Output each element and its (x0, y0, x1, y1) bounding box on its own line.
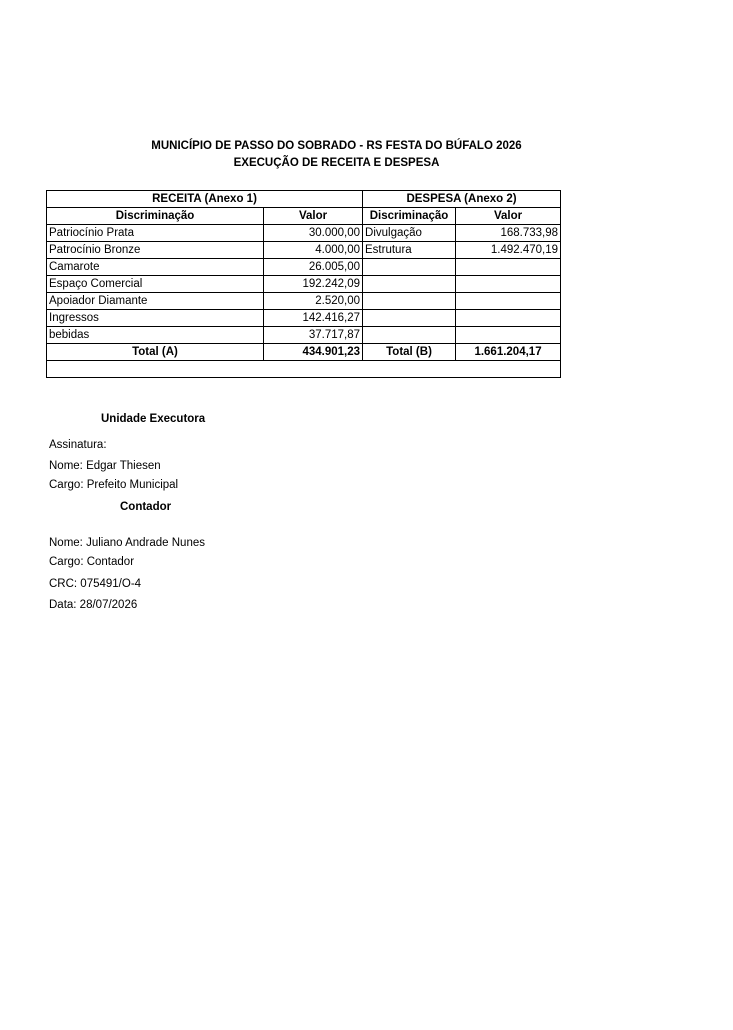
contador-heading: Contador (120, 501, 172, 513)
receita-item: Patrocínio Bronze (47, 242, 264, 259)
receita-item: Camarote (47, 259, 264, 276)
despesa-item (363, 327, 456, 344)
totals-row (47, 344, 561, 361)
receita-value: 30.000,00 (264, 225, 363, 242)
despesa-value (456, 327, 561, 344)
despesa-value (456, 293, 561, 310)
total-b-value: 1.661.204,17 (456, 344, 561, 361)
receita-item: Patriocínio Prata (47, 225, 264, 242)
column-header-row (47, 208, 561, 225)
report-title: MUNICÍPIO DE PASSO DO SOBRADO - RS FESTA DO BÚFALO 2026 (151, 140, 522, 152)
receita-value: 2.520,00 (264, 293, 363, 310)
total-a-label: Total (A) (47, 344, 264, 361)
col-header-receita-valor: Valor (264, 208, 363, 225)
despesa-item (363, 259, 456, 276)
despesa-item: Estrutura (363, 242, 456, 259)
execution-table (46, 190, 561, 378)
table-row (47, 293, 561, 310)
despesa-value: 168.733,98 (456, 225, 561, 242)
receita-value: 26.005,00 (264, 259, 363, 276)
prefeito-name: Nome: Edgar Thiesen (49, 460, 161, 472)
contador-name: Nome: Juliano Andrade Nunes (49, 537, 205, 549)
despesa-value (456, 310, 561, 327)
despesa-value (456, 259, 561, 276)
blank-cell (47, 361, 561, 378)
assinatura-label: Assinatura: (49, 439, 107, 451)
table-row (47, 276, 561, 293)
despesa-item: Divulgação (363, 225, 456, 242)
receita-item: Espaço Comercial (47, 276, 264, 293)
total-a-value: 434.901,23 (264, 344, 363, 361)
despesa-item (363, 276, 456, 293)
receita-value: 192.242,09 (264, 276, 363, 293)
receita-value: 142.416,27 (264, 310, 363, 327)
despesa-value: 1.492.470,19 (456, 242, 561, 259)
col-header-despesa-discriminacao: Discriminação (363, 208, 456, 225)
receita-value: 4.000,00 (264, 242, 363, 259)
table-row (47, 327, 561, 344)
receita-item: Ingressos (47, 310, 264, 327)
despesa-header: DESPESA (Anexo 2) (363, 191, 561, 208)
table-row (47, 242, 561, 259)
prefeito-role: Cargo: Prefeito Municipal (49, 479, 179, 491)
col-header-despesa-valor: Valor (456, 208, 561, 225)
table-row (47, 225, 561, 242)
report-subtitle: EXECUÇÃO DE RECEITA E DESPESA (233, 157, 440, 169)
blank-row (47, 361, 561, 378)
unidade-executora-heading: Unidade Executora (101, 413, 206, 425)
total-b-label: Total (B) (363, 344, 456, 361)
col-header-receita-discriminacao: Discriminação (47, 208, 264, 225)
section-header-row (47, 191, 561, 208)
despesa-value (456, 276, 561, 293)
despesa-item (363, 310, 456, 327)
receita-item: bebidas (47, 327, 264, 344)
contador-role: Cargo: Contador (49, 556, 135, 568)
receita-header: RECEITA (Anexo 1) (47, 191, 363, 208)
contador-crc: CRC: 075491/O-4 (49, 578, 142, 590)
table-row (47, 259, 561, 276)
receita-value: 37.717,87 (264, 327, 363, 344)
despesa-item (363, 293, 456, 310)
document-date: Data: 28/07/2026 (49, 599, 138, 611)
receita-item: Apoiador Diamante (47, 293, 264, 310)
table-row (47, 310, 561, 327)
